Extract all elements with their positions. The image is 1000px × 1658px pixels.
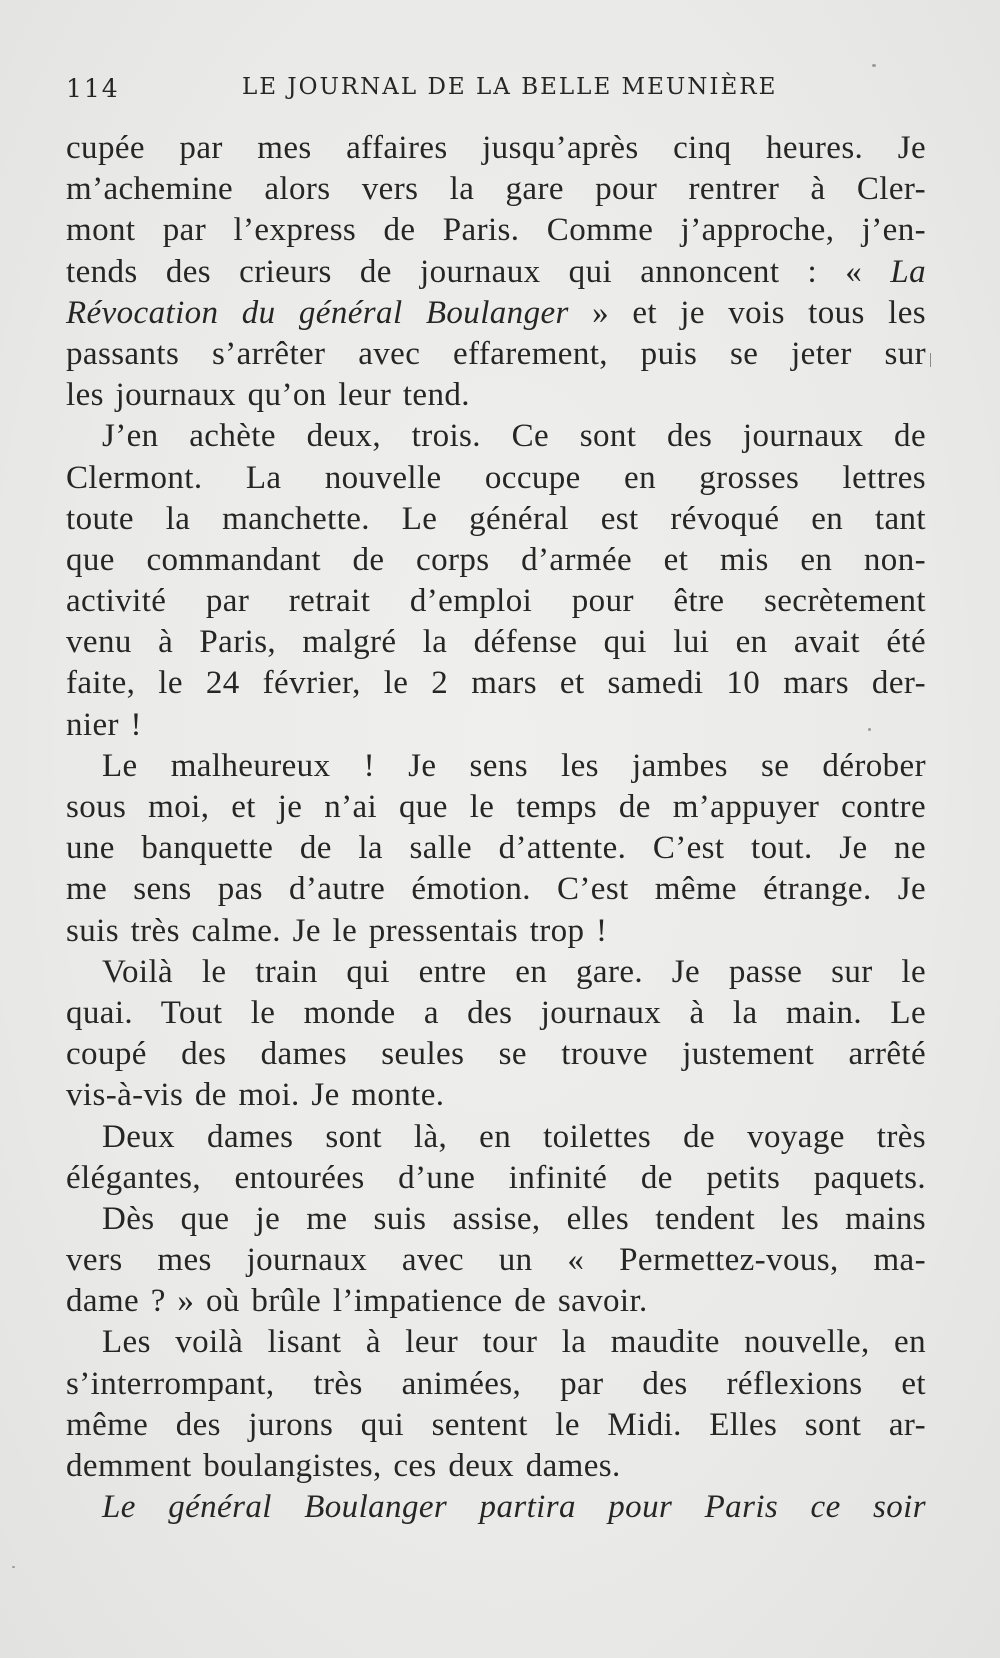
italic-text: La <box>890 253 926 290</box>
text-line: toute la manchette. Le général est révoqué en tant <box>66 500 926 537</box>
text-line: mont par l’express de Paris. Comme j’approche, j’en- <box>66 212 926 249</box>
text-line: quai. Tout le monde a des journaux à la main. Le <box>66 994 926 1031</box>
paragraph-start-line: Deux dames sont là, en toilettes de voyage très <box>102 1118 926 1155</box>
text-line: Révocation du général Boulanger » et je vois tous les <box>66 294 926 331</box>
text-line: même des jurons qui sentent le Midi. Elles sont ar- <box>66 1406 926 1443</box>
text-line: une banquette de la salle d’attente. C’est tout. Je ne <box>66 830 926 867</box>
text-line: dame ? » où brûle l’impatience de savoir. <box>66 1283 648 1320</box>
text-line: faite, le 24 février, le 2 mars et samedi 10 mars der- <box>66 665 926 702</box>
paper-speck <box>868 728 871 731</box>
text-line: m’achemine alors vers la gare pour rentrer à Cler- <box>66 171 926 208</box>
italic-text: Révocation du général Boulanger <box>66 294 569 331</box>
text-line: vers mes journaux avec un « Permettez-vous, ma- <box>66 1242 926 1279</box>
running-title: LE JOURNAL DE LA BELLE MEUNIÈRE <box>242 74 778 100</box>
text-line: que commandant de corps d’armée et mis en non- <box>66 541 926 578</box>
paragraph-start-line: Dès que je me suis assise, elles tendent les mains <box>102 1200 926 1237</box>
text-line: coupé des dames seules se trouve justement arrêté <box>66 1036 926 1073</box>
text-line: Clermont. La nouvelle occupe en grosses lettres <box>66 459 926 496</box>
paragraph-start-line: Voilà le train qui entre en gare. Je passe sur le <box>102 953 926 990</box>
text-line: les journaux qu’on leur tend. <box>66 377 470 414</box>
page-number: 114 <box>66 74 120 103</box>
page-header <box>66 68 926 108</box>
text-line: nier ! <box>66 706 142 743</box>
text-line: passants s’arrêter avec effarement, puis se jeter sur <box>66 335 926 372</box>
text-line: s’interrompant, très animées, par des réflexions et <box>66 1365 926 1402</box>
text-line: venu à Paris, malgré la défense qui lui en avait été <box>66 624 926 661</box>
paper-speck <box>872 64 876 67</box>
text-line: activité par retrait d’emploi pour être secrètement <box>66 583 926 620</box>
paragraph-start-line: Le général Boulanger partira pour Paris ce soir <box>102 1489 926 1526</box>
paper-mark <box>930 353 931 367</box>
text-line: suis très calme. Je le pressentais trop ! <box>66 912 608 949</box>
text-line: cupée par mes affaires jusqu’après cinq heures. Je <box>66 130 926 166</box>
paper-speck <box>12 1566 15 1568</box>
text-line: vis-à-vis de moi. Je monte. <box>66 1077 445 1114</box>
paragraph-start-line: Le malheureux ! Je sens les jambes se dérober <box>102 747 926 784</box>
body-text <box>66 128 926 1528</box>
text-line: tends des crieurs de journaux qui annoncent : « La <box>66 253 926 290</box>
text-line: me sens pas d’autre émotion. C’est même étrange. Je <box>66 871 926 908</box>
text-line: élégantes, entourées d’une infinité de petits paquets. <box>66 1159 926 1196</box>
paragraph-start-line: Les voilà lisant à leur tour la maudite nouvelle, en <box>102 1324 926 1361</box>
text-line: sous moi, et je n’ai que le temps de m’appuyer contre <box>66 789 926 825</box>
paragraph-start-line: J’en achète deux, trois. Ce sont des journaux de <box>102 418 926 455</box>
text-line: demment boulangistes, ces deux dames. <box>66 1448 621 1484</box>
